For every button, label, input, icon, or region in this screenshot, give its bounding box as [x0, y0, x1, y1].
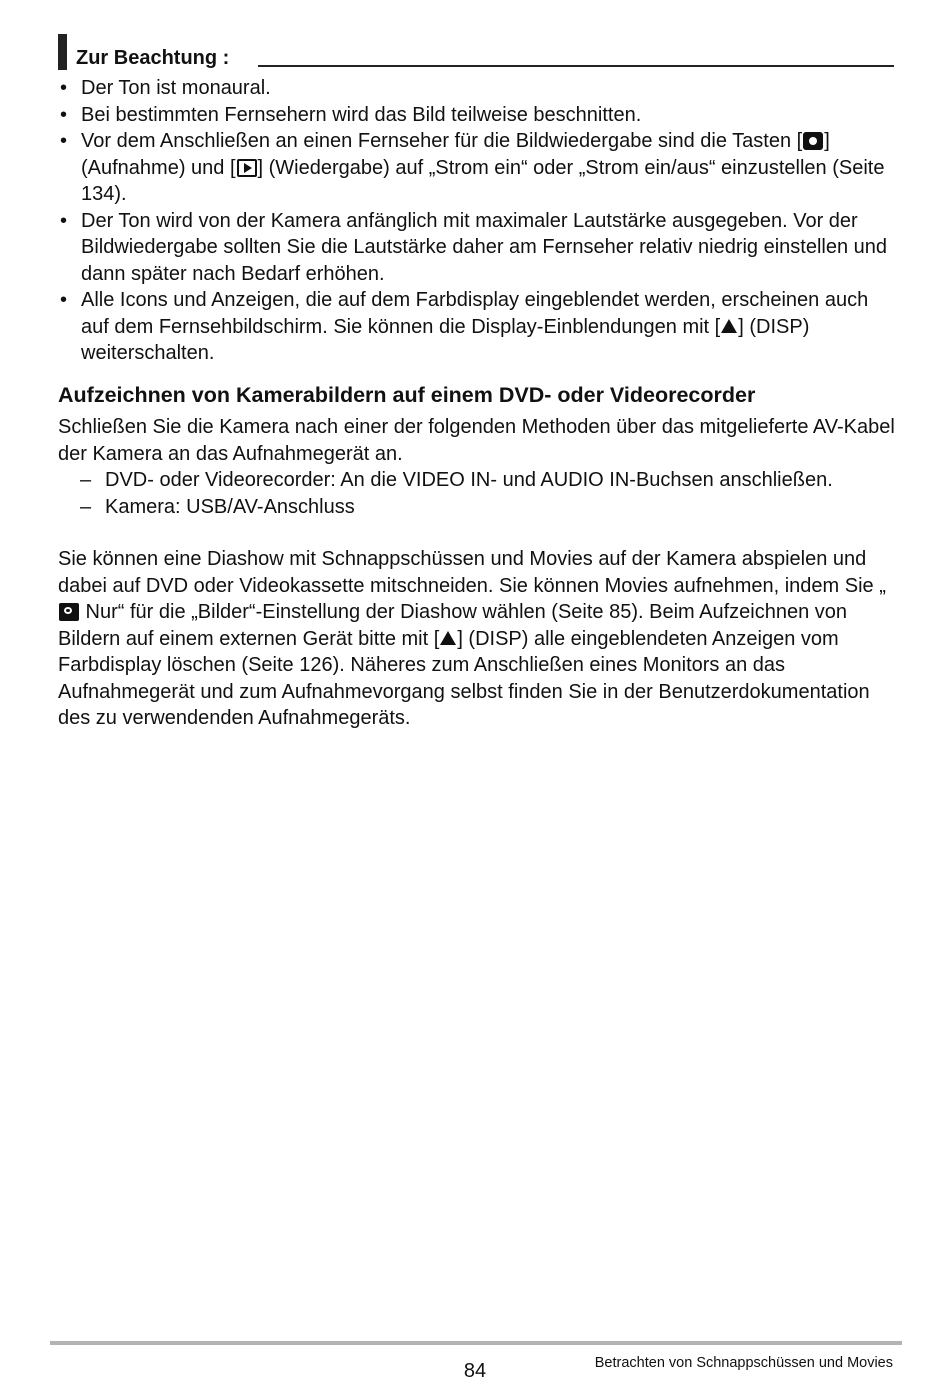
connection-item: – DVD- oder Videorecorder: An die VIDEO IN- und AUDIO IN-Buchsen anschließen.: [58, 467, 894, 494]
movie-icon: [59, 603, 79, 621]
note-item: • Der Ton ist monaural.: [58, 75, 894, 102]
up-arrow-icon: [440, 631, 456, 645]
note-marker-bar: [58, 34, 67, 70]
footer-rule: [50, 1341, 902, 1345]
section-title: Aufzeichnen von Kamerabildern auf einem DVD- oder Videorecorder: [58, 383, 756, 407]
note-list: [58, 75, 894, 367]
camera-icon: [803, 132, 823, 150]
page-number: 84: [463, 1360, 487, 1382]
note-item: • Alle Icons und Anzeigen, die auf dem Farbdisplay eingeblendet werden, erscheinen auch auf dem Fernsehbildschirm. Sie können die Display-Einblendungen mit [ ] (DISP) weiterschalten.: [58, 287, 894, 367]
play-icon: [237, 159, 257, 177]
note-item: • Vor dem Anschließen an einen Fernseher für die Bildwiedergabe sind die Tasten [ ] (Aufnahme) und [ ] (Wiedergabe) auf „Strom ein“ oder „Strom ein/aus“ einzustellen (Seite 134).: [58, 128, 894, 208]
connection-list: [58, 467, 894, 520]
up-arrow-icon: [721, 319, 737, 333]
chapter-caption: Betrachten von Schnappschüssen und Movies: [594, 1355, 893, 1371]
section-intro: Schließen Sie die Kamera nach einer der folgenden Methoden über das mitgelieferte AV-Kabel der Kamera an das Aufnahmegerät an.: [58, 416, 895, 465]
note-item: • Bei bestimmten Fernsehern wird das Bild teilweise beschnitten.: [58, 102, 894, 129]
note-title: Zur Beachtung :: [76, 47, 230, 69]
note-rule: [258, 65, 894, 67]
note-header: [58, 34, 894, 70]
section-paragraph: Sie können eine Diashow mit Schnappschüssen und Movies auf der Kamera abspielen und dabei auf DVD oder Videokassette mitschneiden. Sie können Movies aufnehmen, indem Sie „ Nur“ für die „Bilder“-Einstellung der Diashow wählen (Seite 85). Beim Aufzeichnen von Bildern auf einem externen Gerät bitte mit [ ] (DISP) alle eingeblendeten Anzeigen vom Farbdisplay löschen (Seite 126). Näheres zum Anschließen eines Monitors an das Aufnahmegerät und zum Aufnahmevorgang selbst finden Sie in der Benutzerdokumentation des zu verwendenden Aufnahmegeräts.: [58, 548, 886, 729]
note-item: • Der Ton wird von der Kamera anfänglich mit maximaler Lautstärke ausgegeben. Vor der Bildwiedergabe sollten Sie die Lautstärke daher am Fernseher relativ niedrig einstellen und dann später nach Bedarf erhöhen.: [58, 208, 894, 288]
connection-item: – Kamera: USB/AV-Anschluss: [58, 494, 894, 521]
